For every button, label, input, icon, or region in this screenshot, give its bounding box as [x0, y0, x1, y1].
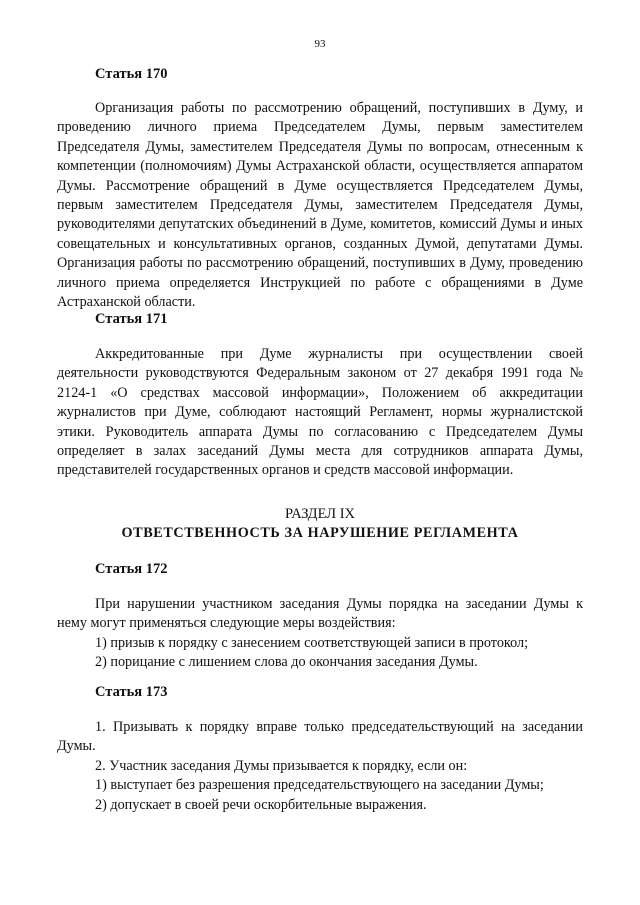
article-170-text: Организация работы по рассмотрению обращений, поступивших в Думу, и проведению личного приема Председателем Думы, первым заместителем Председателя Думы, заместителем Председателя Думы по вопросам, отнесенным к компетенции (полномочиям) Думы Астраханской области, осуществляется аппаратом Думы. Рассмотрение обращений в Думе осуществляется Председателем Думы, первым заместителем Председателя Думы, заместителем Председателя Думы, руководителями депутатских объединений в Думе, комитетов, комиссий Думы и иных совещательных и консультативных органов, созданных Думой, депутатами Думы. Организация работы по рассмотрению обращений, поступивших в Думу, проведению личного приема определяется Инструкцией по работе с обращениями в Думе Астраханской области.: [57, 100, 583, 311]
article-173-p1: 1. Призывать к порядку вправе только председательствующий на заседании Думы.: [57, 719, 583, 755]
list-item: 1) призыв к порядку с занесением соответствующей записи в протокол;: [95, 635, 529, 651]
list-item: 2) допускает в своей речи оскорбительные выражения.: [95, 796, 427, 813]
article-171-heading: Статья 171: [95, 311, 168, 327]
article-173-list: [57, 757, 583, 815]
list-item: 2) порицание с лишением слова до окончания заседания Думы.: [95, 654, 478, 671]
section-subtitle: ОТВЕТСТВЕННОСТЬ ЗА НАРУШЕНИЕ РЕГЛАМЕНТА: [121, 525, 519, 541]
list-item: 1) выступает без разрешения председательствующего на заседании Думы;: [95, 777, 544, 794]
section-title: РАЗДЕЛ IX: [284, 506, 355, 522]
list-item: 2. Участник заседания Думы призывается к порядку, если он:: [95, 758, 468, 774]
article-171-text: Аккредитованные при Думе журналисты при осуществлении своей деятельности руководствуются Федеральным законом от 27 декабря 1991 года № 2124-1 «О средствах массовой информации», Положением об аккредитации журналистов при Думе, соблюдают настоящий Регламент, нормы журналистской этики. Руководитель аппарата Думы по согласованию с Председателем Думы определяет в залах заседаний Думы места для сотрудников аппарата Думы, представителей государственных органов и средств массовой информации.: [57, 346, 583, 479]
article-173-heading: Статья 173: [95, 684, 168, 700]
article-172-heading: Статья 172: [95, 561, 168, 577]
article-170-heading: Статья 170: [95, 66, 168, 82]
article-172-intro: При нарушении участником заседания Думы порядка на заседании Думы к нему могут применяться следующие меры воздействия:: [57, 596, 583, 632]
article-172-list: [57, 634, 583, 673]
page-number: 93: [314, 38, 326, 50]
